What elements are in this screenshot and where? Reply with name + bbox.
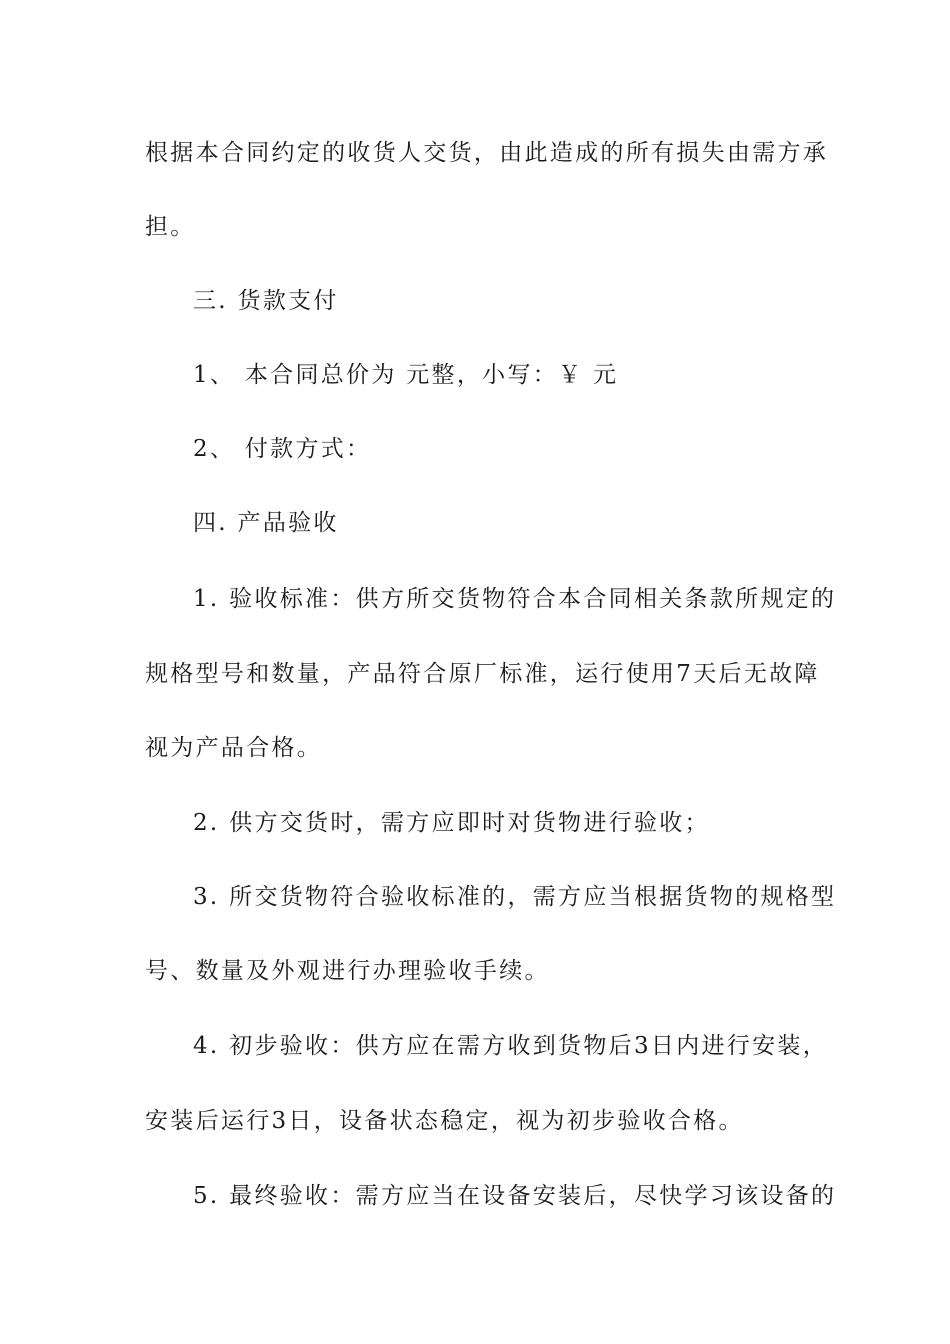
paragraph-line: 根据本合同约定的收货人交货，由此造成的所有损失由需方承 — [145, 140, 829, 166]
section-heading: 四. 产品验收 — [193, 510, 339, 536]
paragraph-line: 号、数量及外观进行办理验收手续。 — [145, 958, 550, 984]
list-item: 4. 初步验收：供方应在需方收到货物后3日内进行安装， — [193, 1033, 828, 1059]
paragraph-line: 规格型号和数量，产品符合原厂标准，运行使用7天后无故障 — [145, 661, 820, 687]
list-item: 1、 本合同总价为 元整，小写：￥ 元 — [193, 362, 619, 388]
list-item: 2. 供方交货时，需方应即时对货物进行验收； — [193, 810, 710, 836]
list-item: 3. 所交货物符合验收标准的，需方应当根据货物的规格型 — [193, 884, 837, 910]
paragraph-line: 视为产品合格。 — [145, 735, 323, 761]
section-heading: 三. 货款支付 — [193, 288, 339, 314]
list-item: 5. 最终验收：需方应当在设备安装后，尽快学习该设备的 — [193, 1183, 837, 1209]
paragraph-line: 担。 — [145, 214, 196, 240]
list-item: 2、 付款方式： — [193, 436, 372, 462]
list-item: 1. 验收标准：供方所交货物符合本合同相关条款所规定的 — [193, 586, 837, 612]
paragraph-line: 安装后运行3日，设备状态稳定，视为初步验收合格。 — [145, 1108, 744, 1134]
